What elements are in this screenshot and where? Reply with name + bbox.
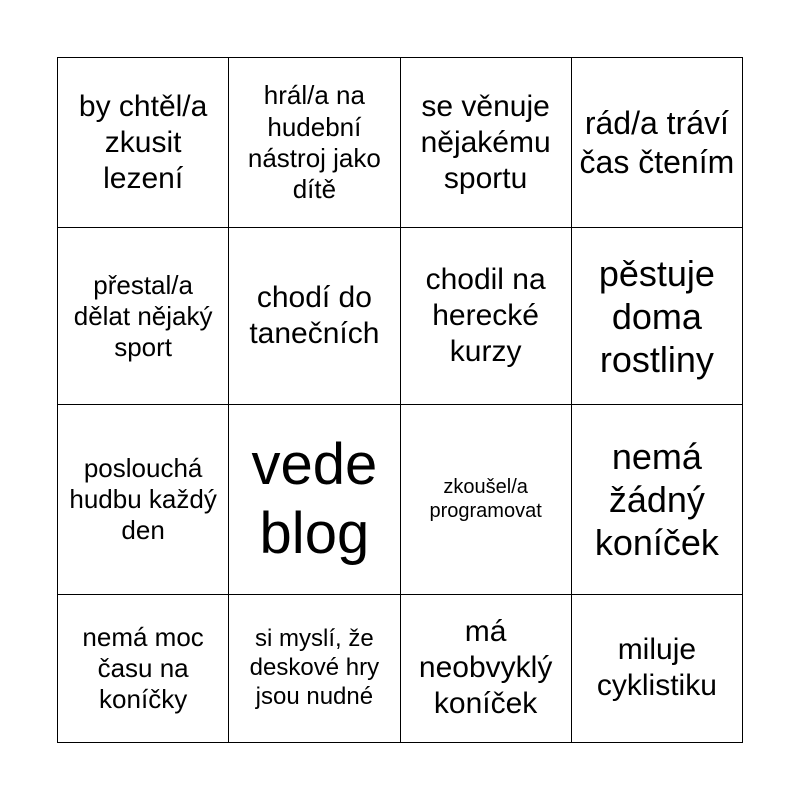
board-row: [58, 594, 743, 742]
bingo-cell[interactable]: má neobvyklý koníček: [400, 594, 571, 742]
bingo-cell[interactable]: nemá žádný koníček: [571, 405, 742, 594]
bingo-cell[interactable]: hrál/a na hudební nástroj jako dítě: [229, 58, 400, 228]
bingo-cell[interactable]: chodil na herecké kurzy: [400, 228, 571, 405]
bingo-cell[interactable]: zkoušel/a programovat: [400, 405, 571, 594]
bingo-cell[interactable]: chodí do tanečních: [229, 228, 400, 405]
bingo-cell[interactable]: pěstuje doma rostliny: [571, 228, 742, 405]
board-row: [58, 228, 743, 405]
bingo-cell[interactable]: poslouchá hudbu každý den: [58, 405, 229, 594]
bingo-cell[interactable]: nemá moc času na koníčky: [58, 594, 229, 742]
bingo-board: [57, 57, 743, 743]
bingo-cell[interactable]: se věnuje nějakému sportu: [400, 58, 571, 228]
board-row: [58, 58, 743, 228]
bingo-cell[interactable]: by chtěl/a zkusit lezení: [58, 58, 229, 228]
board-row: [58, 405, 743, 594]
bingo-cell[interactable]: miluje cyklistiku: [571, 594, 742, 742]
bingo-cell[interactable]: vede blog: [229, 405, 400, 594]
bingo-cell[interactable]: rád/a tráví čas čtením: [571, 58, 742, 228]
bingo-cell[interactable]: si myslí, že deskové hry jsou nudné: [229, 594, 400, 742]
bingo-cell[interactable]: přestal/a dělat nějaký sport: [58, 228, 229, 405]
